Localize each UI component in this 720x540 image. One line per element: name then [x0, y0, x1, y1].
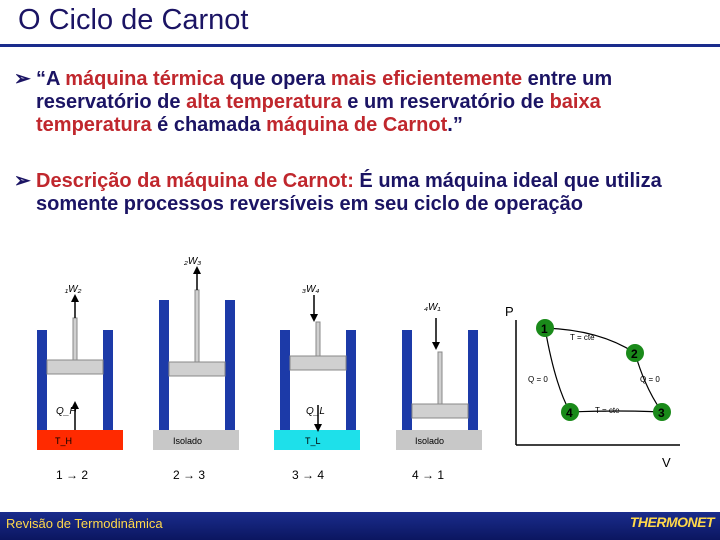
arrow-head-icon — [432, 342, 440, 350]
highlight-run: mais eficientemente — [330, 68, 523, 90]
title-divider — [0, 44, 720, 47]
reservoir-label: T_L — [305, 436, 321, 446]
point-2-label: 2 — [631, 347, 638, 361]
highlight-run: máquina térmica — [65, 68, 225, 90]
piston — [412, 404, 468, 418]
page-title: O Ciclo de Carnot — [18, 4, 249, 36]
arrow-head-icon — [310, 314, 318, 322]
cylinder-3 — [274, 295, 360, 450]
piston-rod — [195, 290, 199, 362]
text-run: e um reservatório de — [341, 91, 550, 113]
bullet-arrow-icon: ➢ — [14, 170, 31, 192]
work-label: ₄W₁ — [424, 302, 441, 313]
reservoir-label: T_H — [55, 436, 73, 446]
cylinder-1 — [37, 294, 123, 450]
adiabat-right-label: Q = 0 — [640, 375, 660, 384]
step-label: 4 → 1 — [412, 468, 445, 482]
pv-diagram — [505, 304, 680, 470]
highlight-run: Descrição da máquina de Carnot: — [36, 170, 354, 192]
arrow-head-icon — [71, 294, 79, 302]
reservoir-label: Isolado — [173, 436, 203, 446]
heat-label: Q_L — [306, 406, 325, 417]
work-label: ₃W₄ — [302, 284, 320, 295]
point-4-label: 4 — [566, 406, 573, 420]
isotherm-top-label: T = cte — [570, 333, 595, 342]
v-axis-label: V — [662, 455, 671, 470]
cylinder-wall-right — [468, 330, 478, 430]
p-axis-label: P — [505, 304, 514, 319]
piston-rod — [316, 322, 320, 356]
text-run: .” — [447, 114, 463, 136]
work-label: ₁W₂ — [65, 284, 82, 295]
point-3-label: 3 — [658, 406, 665, 420]
step-label: 2 → 3 — [173, 468, 206, 482]
bullet-arrow-icon: ➢ — [14, 68, 31, 90]
title-bar — [0, 0, 720, 46]
step-label: 1 → 2 — [56, 468, 89, 482]
work-label: ₂W₃ — [184, 256, 202, 267]
piston-rod — [438, 352, 442, 404]
adiabat-left-label: Q = 0 — [528, 375, 548, 384]
text-run: é chamada — [151, 114, 267, 136]
piston — [169, 362, 225, 376]
arrow-head-icon — [193, 266, 201, 274]
cylinder-2 — [153, 266, 239, 450]
cylinder-wall-left — [159, 300, 169, 430]
cylinder-4 — [396, 318, 482, 450]
carnot-diagram — [0, 250, 720, 510]
piston — [47, 360, 103, 374]
text-run: que opera — [224, 68, 331, 90]
highlight-run: máquina de Carnot — [266, 114, 448, 136]
cylinder-wall-right — [103, 330, 113, 430]
adiabat-left-curve — [545, 328, 570, 412]
isotherm-bottom-label: T = cte — [595, 406, 620, 415]
cylinder-wall-right — [225, 300, 235, 430]
bullet-text — [36, 68, 716, 137]
piston-rod — [73, 318, 77, 360]
piston — [290, 356, 346, 370]
highlight-run: baixa temperatura — [36, 91, 601, 136]
reservoir-label: Isolado — [415, 436, 445, 446]
text-run: É uma máquina ideal que utiliza somente processos reversíveis em seu ciclo de operação — [36, 170, 662, 215]
footer-text: Revisão de Termodinâmica — [6, 516, 163, 531]
cylinder-wall-left — [402, 330, 412, 430]
step-label: 3 → 4 — [292, 468, 325, 482]
point-1-label: 1 — [541, 322, 548, 336]
reservoir-hot — [37, 430, 123, 450]
text-run: “A — [36, 68, 66, 90]
cylinder-wall-left — [37, 330, 47, 430]
thermonet-logo: THERMONET — [629, 514, 714, 530]
cylinder-wall-right — [346, 330, 356, 430]
highlight-run: alta temperatura — [186, 91, 342, 113]
bullet-text — [36, 170, 716, 216]
heat-label: Q_H — [56, 406, 77, 417]
cylinder-wall-left — [280, 330, 290, 430]
text-run: entre um reservatório de — [36, 68, 613, 113]
